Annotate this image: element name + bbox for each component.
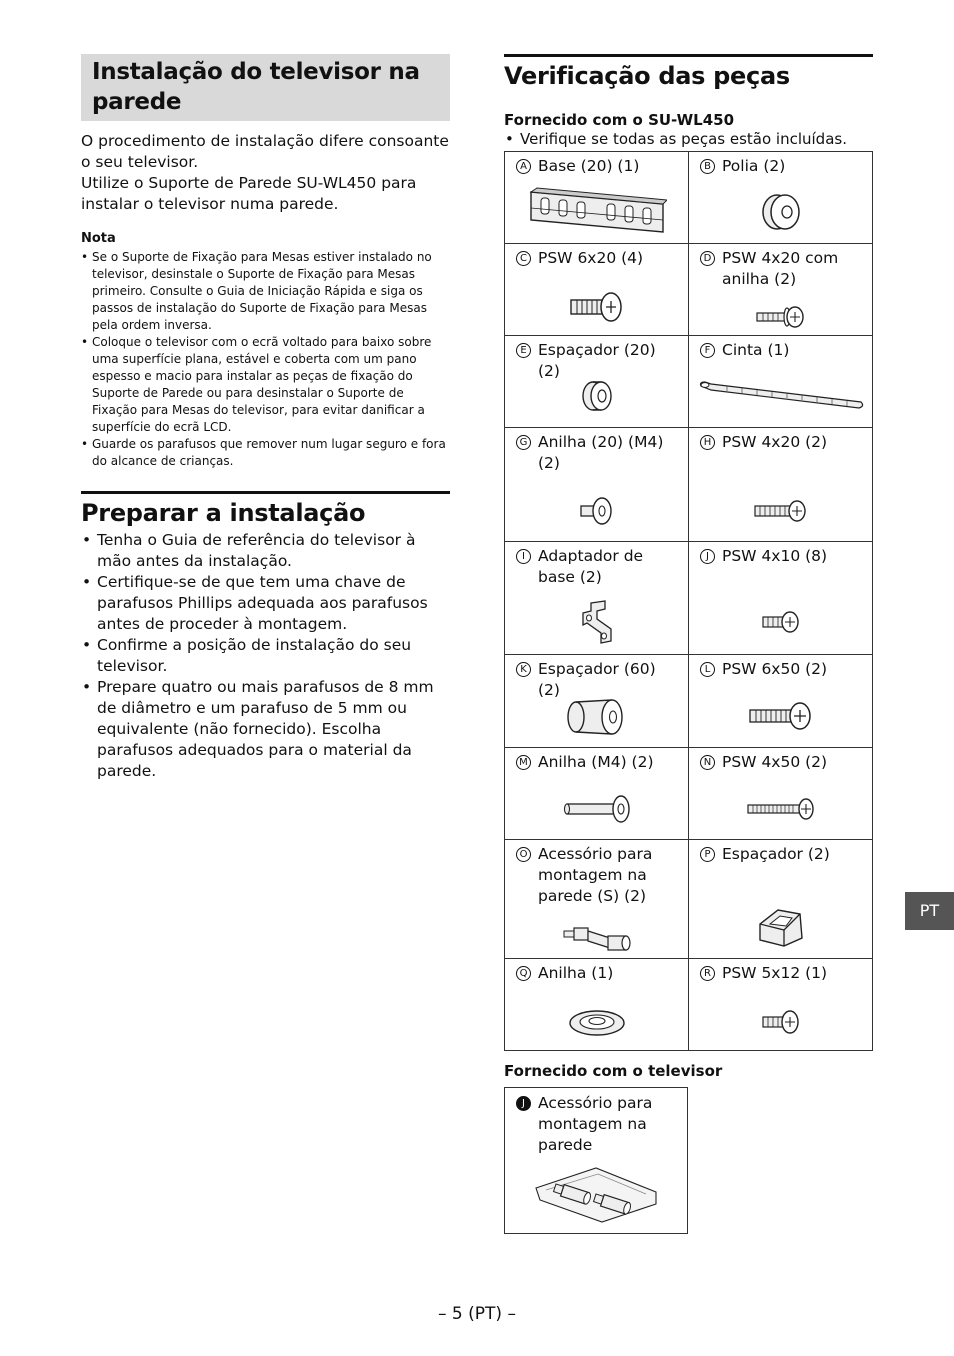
part-label: PSW 4x20 com anilha (2) <box>722 249 839 288</box>
part-letter: C <box>516 251 531 266</box>
part-letter: O <box>516 847 531 862</box>
prepare-item: • Certifique-se de que tem uma chave de parafusos Phillips adequada aos parafusos antes de proceder à montagem. <box>81 572 450 635</box>
part-letter: M <box>516 755 531 770</box>
part-label: Base (20) (1) <box>538 157 640 175</box>
tv-part-cell <box>504 1087 688 1234</box>
part-label: Adaptador de base (2) <box>538 547 644 586</box>
part-letter: L <box>700 662 715 677</box>
part-cell <box>505 840 689 959</box>
part-cell <box>505 336 689 428</box>
part-cell <box>689 655 873 748</box>
long-spacer-icon <box>505 685 688 747</box>
washer-icon <box>505 481 688 541</box>
spacer-icon <box>505 365 688 427</box>
mount-accessory-icon <box>505 920 688 958</box>
part-cell <box>505 655 689 748</box>
intro-text <box>81 131 450 215</box>
note-item: • Se o Suporte de Fixação para Mesas estiver instalado no televisor, desinstale o Suporte de Fixação para Mesas primeiro. Consulte o Guia de Iniciação Rápida e siga os passos de instalação do Suporte de Fixação para Mesas pela ordem inversa. <box>81 249 450 334</box>
prepare-section <box>81 491 450 782</box>
part-cell <box>689 244 873 336</box>
part-letter: E <box>516 343 531 358</box>
check-parts-title: Verificação das peças <box>504 62 790 90</box>
part-cell <box>505 748 689 840</box>
part-letter: Q <box>516 966 531 981</box>
part-label: PSW 4x10 (8) <box>722 547 828 565</box>
screw-icon <box>689 779 872 839</box>
note-item: • Coloque o televisor com o ecrã voltado para baixo sobre uma superfície plana, estável e coberta com um pano espesso e macio para instalar as peças de fixação do Suporte de Parede ou para desinstalar o Suporte de Fixação para Mesas do televisor, para evitar danificar a superfície do ecrã LCD. <box>81 334 450 436</box>
part-letter: I <box>516 549 531 564</box>
part-letter: P <box>700 847 715 862</box>
prepare-item: • Prepare quatro ou mais parafusos de 8 mm de diâmetro e um parafuso de 5 mm ou equivalente (não fornecido). Escolha parafusos adequados para o material da parede. <box>81 677 450 782</box>
part-label: PSW 5x12 (1) <box>722 964 828 982</box>
table-row <box>505 840 873 959</box>
table-row <box>505 336 873 428</box>
part-label: PSW 4x20 (2) <box>722 433 828 451</box>
part-letter: A <box>516 159 531 174</box>
part-cell <box>689 542 873 655</box>
note-heading: Nota <box>81 231 116 246</box>
table-row <box>505 542 873 655</box>
part-label: Espaçador (60) (2) <box>538 660 656 699</box>
part-cell <box>689 428 873 542</box>
tv-supplied-heading: Fornecido com o televisor <box>504 1062 723 1080</box>
long-washer-icon <box>505 779 688 839</box>
table-row <box>505 959 873 1051</box>
part-label: Acessório para montagem na parede <box>538 1094 653 1154</box>
part-cell <box>505 542 689 655</box>
part-cell <box>505 428 689 542</box>
table-row <box>505 428 873 542</box>
flat-washer-icon <box>505 994 688 1050</box>
part-letter: D <box>700 251 715 266</box>
right-column <box>504 54 873 149</box>
part-letter: N <box>700 755 715 770</box>
part-cell <box>689 748 873 840</box>
part-letter: J <box>516 1096 531 1111</box>
part-label: Cinta (1) <box>722 341 790 359</box>
base-adapter-icon <box>505 590 688 654</box>
language-tab: PT <box>905 892 954 930</box>
part-label: Polia (2) <box>722 157 786 175</box>
table-row <box>505 152 873 244</box>
prepare-title: Preparar a instalação <box>81 499 366 527</box>
part-cell <box>689 959 873 1051</box>
part-cell <box>689 336 873 428</box>
supplied-note: • Verifique se todas as peças estão incluídas. <box>504 129 873 149</box>
page-number: – 5 (PT) – <box>438 1304 516 1324</box>
part-label: PSW 6x50 (2) <box>722 660 828 678</box>
part-letter: F <box>700 343 715 358</box>
prepare-item: • Tenha o Guia de referência do televisor à mão antes da instalação. <box>81 530 450 572</box>
screw-icon <box>689 685 872 747</box>
part-letter: H <box>700 435 715 450</box>
part-label: Anilha (M4) (2) <box>538 753 654 771</box>
parts-table <box>504 151 873 1051</box>
base-bracket-icon <box>505 181 688 243</box>
supplied-heading: Fornecido com o SU-WL450 <box>504 111 735 129</box>
part-letter: G <box>516 435 531 450</box>
prepare-list <box>81 530 450 782</box>
part-letter: J <box>700 549 715 564</box>
mount-accessory-bag-icon <box>505 1155 687 1233</box>
table-row <box>505 748 873 840</box>
part-cell <box>505 152 689 244</box>
screw-icon <box>689 481 872 541</box>
table-row <box>505 244 873 336</box>
pulley-icon <box>689 181 872 243</box>
part-letter: R <box>700 966 715 981</box>
prepare-item: • Confirme a posição de instalação do seu televisor. <box>81 635 450 677</box>
screw-icon <box>505 279 688 335</box>
part-letter: K <box>516 662 531 677</box>
table-row <box>505 655 873 748</box>
screw-icon <box>689 994 872 1050</box>
part-label: Espaçador (2) <box>722 845 830 863</box>
part-label: Anilha (1) <box>538 964 614 982</box>
part-label: Espaçador (20) (2) <box>538 341 656 380</box>
part-cell <box>505 959 689 1051</box>
part-label: Anilha (20) (M4) (2) <box>538 433 664 472</box>
part-label: Acessório para montagem na parede (S) (2) <box>538 845 653 905</box>
belt-icon <box>689 363 872 427</box>
part-cell <box>505 244 689 336</box>
section-title: Instalação do televisor na parede <box>92 59 420 115</box>
intro-paragraph: O procedimento de instalação difere consoante o seu televisor. <box>81 132 449 171</box>
check-parts-section <box>504 54 873 92</box>
left-column <box>81 54 450 470</box>
part-label: PSW 6x20 (4) <box>538 249 644 267</box>
part-label: PSW 4x50 (2) <box>722 753 828 771</box>
part-cell <box>689 840 873 959</box>
screw-icon <box>689 590 872 654</box>
screw-washer-icon <box>689 299 872 335</box>
intro-paragraph: Utilize o Suporte de Parede SU-WL450 para instalar o televisor numa parede. <box>81 174 417 213</box>
note-item: • Guarde os parafusos que remover num lugar seguro e fora do alcance de crianças. <box>81 436 450 470</box>
note-list <box>81 249 450 470</box>
section-header-wall-install <box>81 54 450 121</box>
part-cell <box>689 152 873 244</box>
part-letter: B <box>700 159 715 174</box>
block-spacer-icon <box>689 896 872 958</box>
